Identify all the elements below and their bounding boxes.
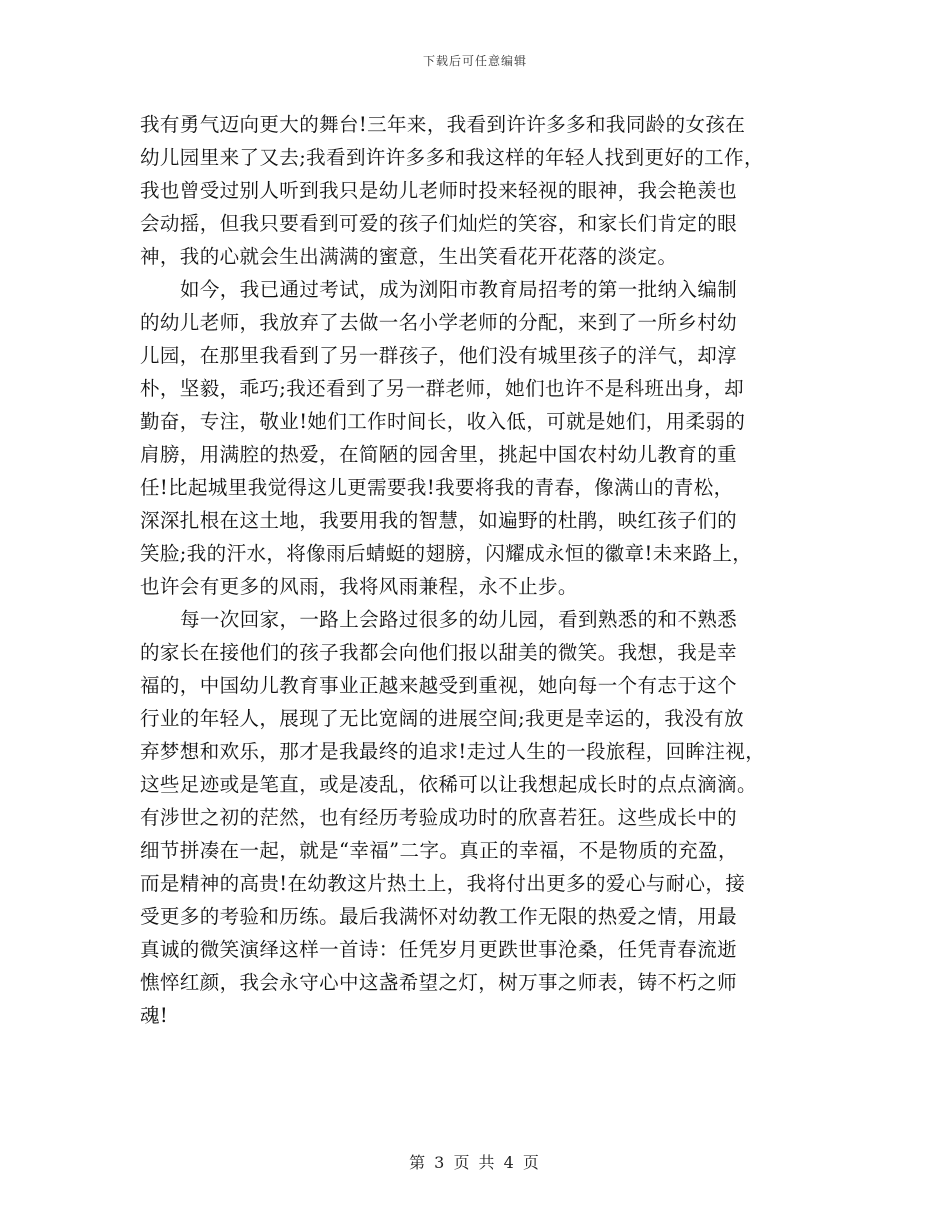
text-line: 也许会有更多的风雨，我将风雨兼程，永不止步。 <box>140 575 578 598</box>
text-line: 憔悴红颜，我会永守心中这盏希望之灯，树万事之师表，铸不朽之师 <box>140 971 738 994</box>
text-line: 会动摇，但我只要看到可爱的孩子们灿烂的笑容，和家长们肯定的眼 <box>140 212 738 235</box>
text-line: 朴，坚毅，乖巧;我还看到了另一群老师，她们也许不是科班出身，却 <box>140 377 744 400</box>
document-body <box>140 108 815 1032</box>
text-line: 肩膀，用满腔的热爱，在简陋的园舍里，挑起中国农村幼儿教育的重 <box>140 443 738 466</box>
text-line: 有涉世之初的茫然，也有经历考验成功时的欣喜若狂。这些成长中的 <box>140 806 738 829</box>
text-line: 深深扎根在这土地，我要用我的智慧，如遍野的杜鹃，映红孩子们的 <box>140 509 738 532</box>
text-line: 笑脸;我的汗水，将像雨后蜻蜓的翅膀，闪耀成永恒的徽章!未来路上， <box>140 542 753 565</box>
text-line: 魂! <box>140 1004 169 1027</box>
text-line: 弃梦想和欢乐，那才是我最终的追求!走过人生的一段旅程，回眸注视， <box>140 740 766 763</box>
text-line: 任!比起城里我觉得这儿更需要我!我要将我的青春，像满山的青松， <box>140 476 734 499</box>
text-line: 我也曾受过别人听到我只是幼儿老师时投来轻视的眼神，我会艳羡也 <box>140 179 738 202</box>
text-line: 这些足迹或是笔直，或是凌乱，依稀可以让我想起成长时的点点滴滴。 <box>140 773 757 796</box>
page-header-note: 下载后可任意编辑 <box>422 54 527 68</box>
text-line: 福的，中国幼儿教育事业正越来越受到重视，她向每一个有志于这个 <box>140 674 738 697</box>
page-number-footer: 第 3 页 共 4 页 <box>409 1153 541 1172</box>
text-line: 神，我的心就会生出满满的蜜意，生出笑看花开花落的淡定。 <box>140 245 678 268</box>
text-line: 受更多的考验和历练。最后我满怀对幼教工作无限的热爱之情，用最 <box>140 905 738 928</box>
text-line: 儿园，在那里我看到了另一群孩子，他们没有城里孩子的洋气，却淳 <box>140 344 738 367</box>
paragraph-start-line: 每一次回家，一路上会路过很多的幼儿园，看到熟悉的和不熟悉 <box>180 608 738 631</box>
text-line: 细节拼凑在一起，就是“幸福”二字。真正的幸福，不是物质的充盈， <box>140 839 738 862</box>
text-line: 勤奋，专注，敬业!她们工作时间长，收入低，可就是她们，用柔弱的 <box>140 410 746 433</box>
text-line: 而是精神的高贵!在幼教这片热土上，我将付出更多的爱心与耐心，接 <box>140 872 746 895</box>
text-line: 行业的年轻人，展现了无比宽阔的进展空间;我更是幸运的，我没有放 <box>140 707 744 730</box>
text-line: 真诚的微笑演绎这样一首诗：任凭岁月更跌世事沧桑，任凭青春流逝 <box>140 938 738 961</box>
paragraph-start-line: 如今，我已通过考试，成为浏阳市教育局招考的第一批纳入编制 <box>180 278 738 301</box>
text-line: 幼儿园里来了又去;我看到许许多多和我这样的年轻人找到更好的工作， <box>140 146 764 169</box>
text-line: 的家长在接他们的孩子我都会向他们报以甜美的微笑。我想，我是幸 <box>140 641 738 664</box>
text-line: 的幼儿老师，我放弃了去做一名小学老师的分配，来到了一所乡村幼 <box>140 311 738 334</box>
text-line: 我有勇气迈向更大的舞台!三年来，我看到许许多多和我同龄的女孩在 <box>140 113 746 136</box>
